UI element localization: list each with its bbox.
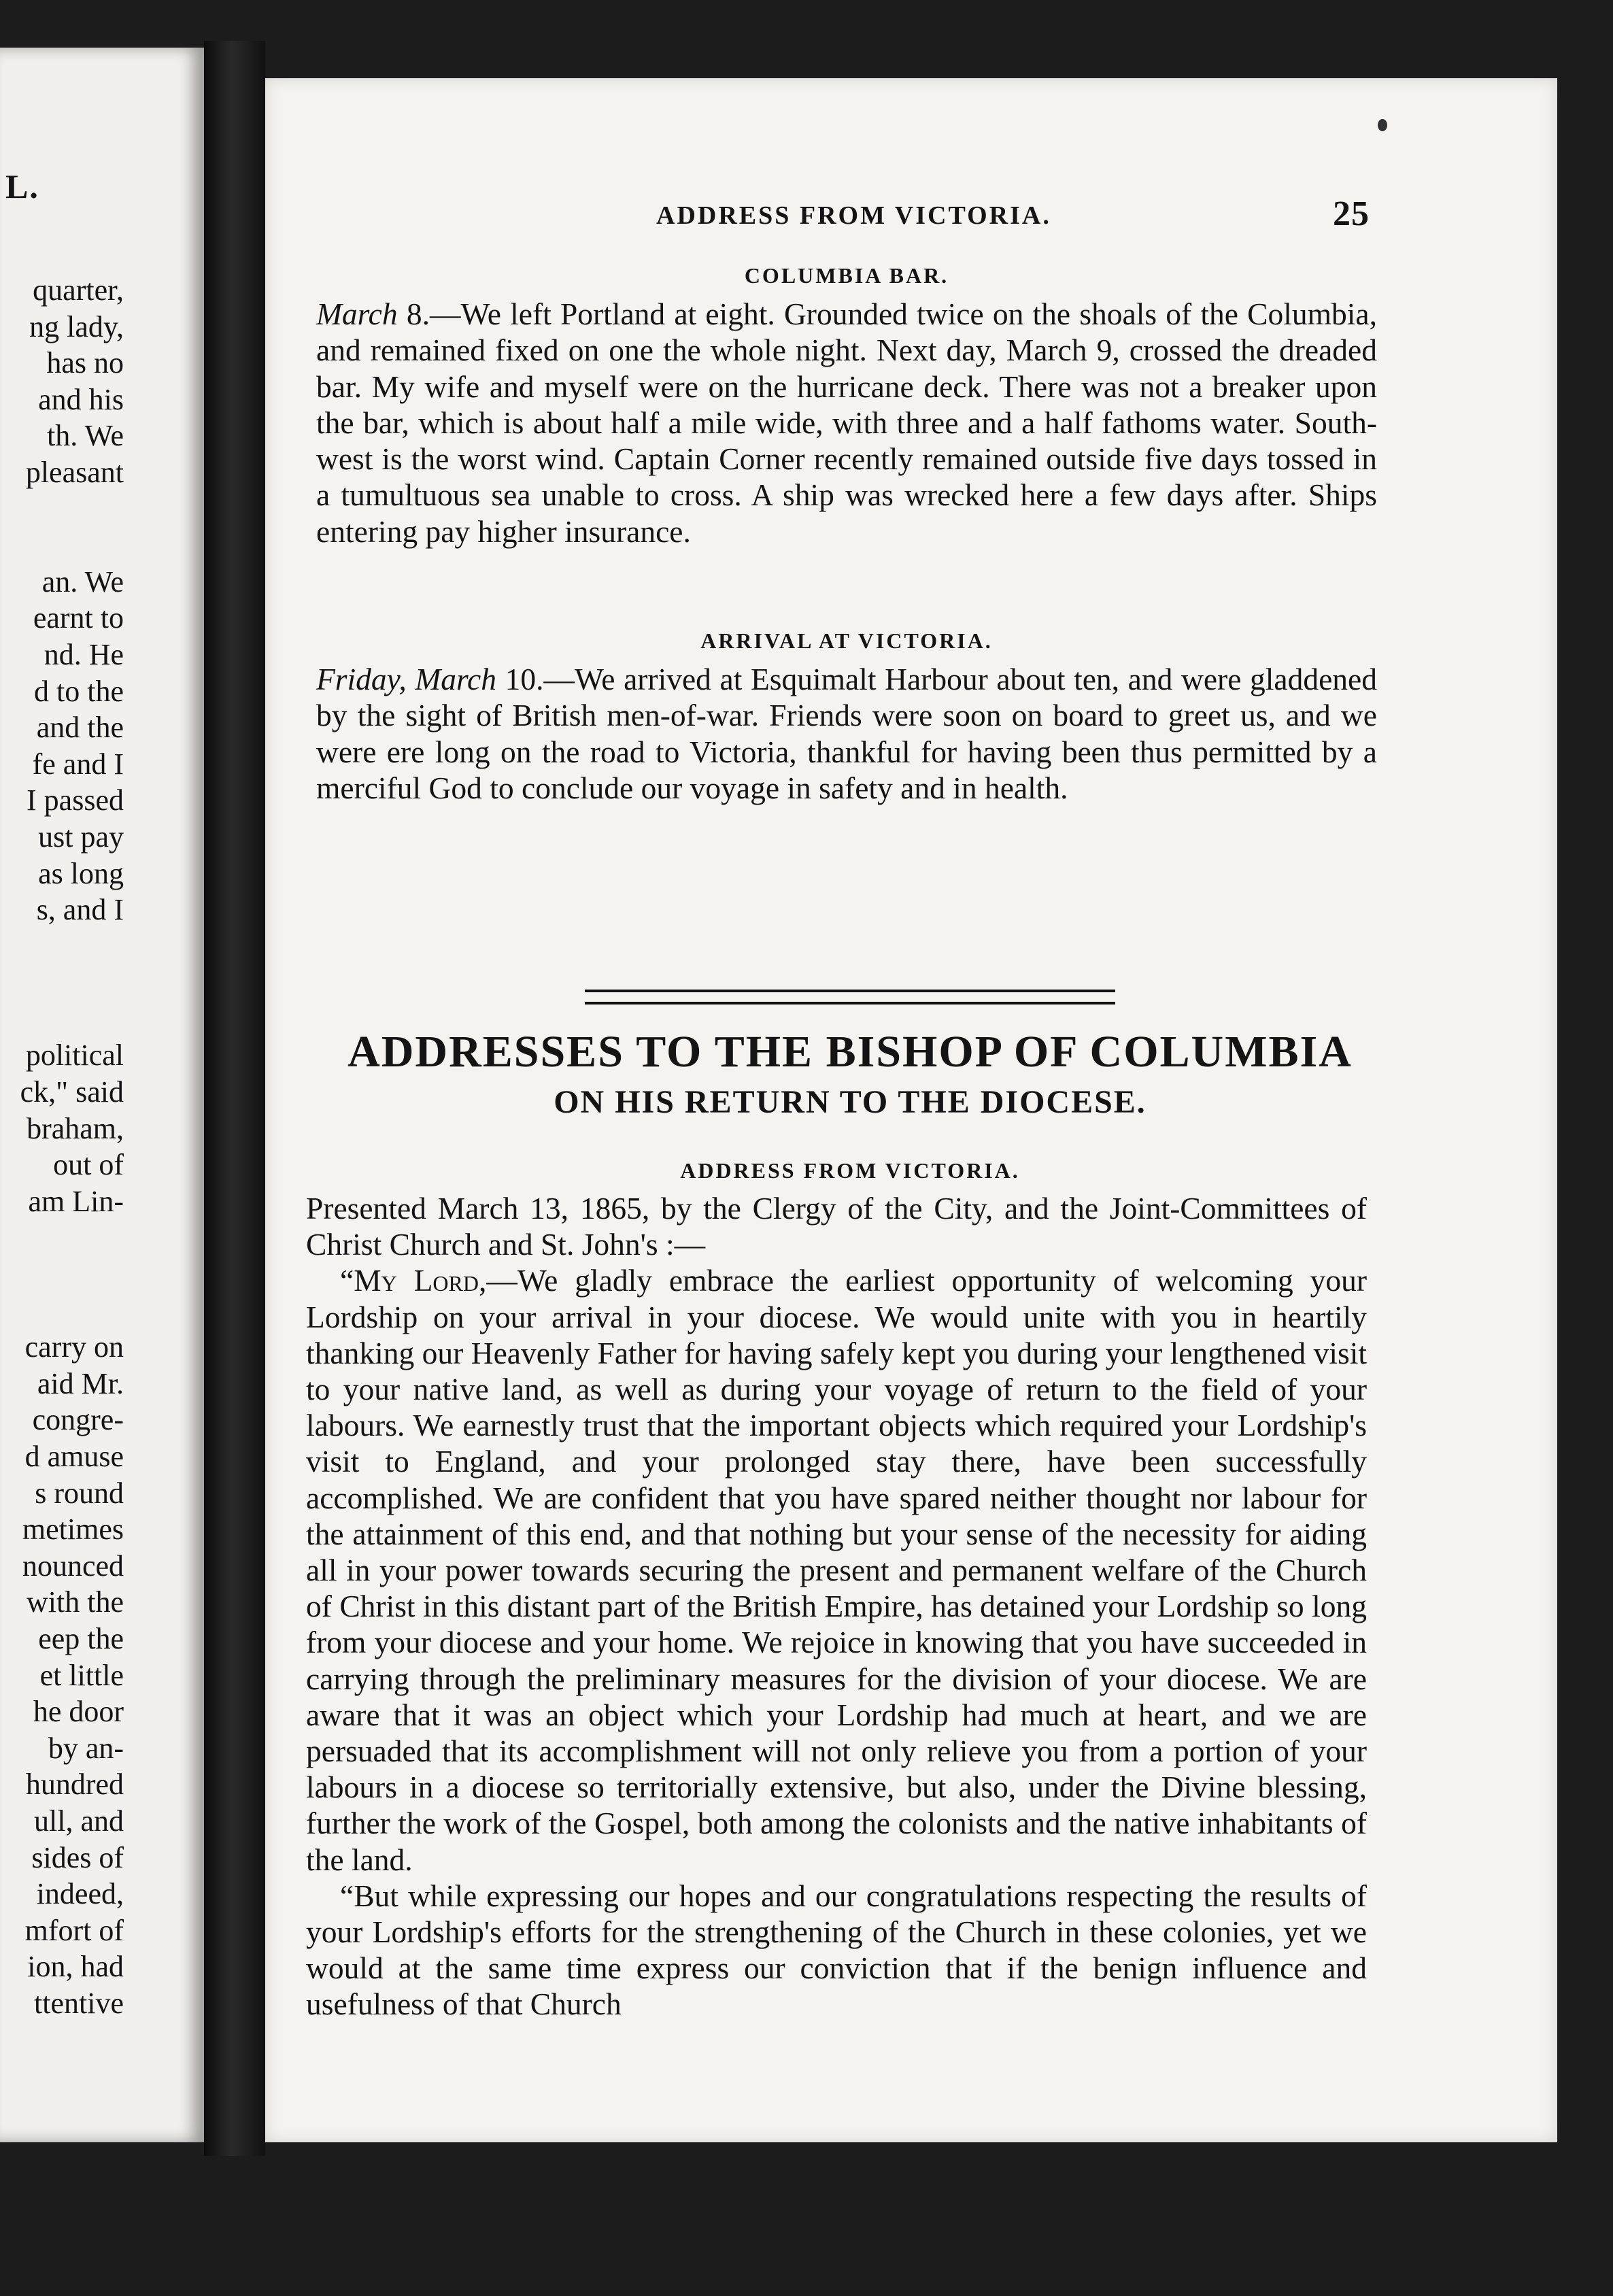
left-page-line: d amuse	[24, 1440, 124, 1473]
left-page-line: hundred	[25, 1768, 124, 1802]
left-page-line: ttentive	[34, 1986, 124, 2020]
address-paragraph-2: “But while expressing our hopes and our congratulations respecting the results of your Lordship's efforts for the strengthening of the Church in these colonies, yet we would at the same time express our conviction that if the benign influence and usefulness of that Church	[306, 1878, 1367, 2022]
left-page-line: am Lin-	[28, 1184, 124, 1218]
left-page-line: pleasant	[25, 455, 124, 489]
section-columbia-bar	[316, 260, 1377, 550]
left-page-line: d to the	[34, 674, 124, 708]
left-page-line: with the	[27, 1585, 124, 1619]
address-paragraph-1	[306, 1262, 1367, 1877]
left-page-line	[8, 928, 124, 965]
left-page-line: et little	[39, 1658, 124, 1692]
left-page-line	[8, 527, 124, 564]
section-heading: COLUMBIA BAR.	[744, 263, 949, 288]
left-page-line: fe and I	[32, 747, 124, 781]
section-paragraph	[316, 296, 1377, 550]
left-page-line: has no	[46, 346, 124, 380]
intro-paragraph: Presented March 13, 1865, by the Clergy of the City, and the Joint-Committees of Christ Church and St. John's :—	[306, 1191, 1367, 1262]
left-page-line: as long	[38, 856, 124, 890]
left-page-line: mfort of	[24, 1913, 124, 1947]
left-page-line: s round	[35, 1476, 124, 1510]
left-page-line: congre-	[32, 1403, 124, 1437]
left-page-line: nd. He	[44, 637, 124, 671]
paragraph-text: —We gladly embrace the earliest opportunity of welcoming your Lordship on your arrival in your diocese. We would unite with you in heartily thanking our Heavenly Father for having safely kept you during your lengthened visit to your native land, as well as during your voyage of return to the field of your labours. We earnestly trust that the important objects which required your Lordship's visit to England, and your prolonged stay there, have been successfully accomplished. We are confident that you have spared neither thought nor labour for the attainment of this end, and that nothing but your sense of the necessity for aiding all in your power towards securing the present and permanent welfare of the Church of Christ in this distant part of the British Empire, has detained your Lordship so long from your diocese and your home. We rejoice in knowing that you have succeeded in carrying through the preliminary measures for the division of your diocese. We are aware that it was an object which your Lordship had much at heart, and we are persuaded that its accomplishment will not only relieve you from a portion of your labours in a diocese so territorially extensive, but also, under the Divine blessing, further the work of the Gospel, both among the colonists and the native inhabitants of the land.	[306, 1263, 1367, 1877]
left-page-line	[8, 1001, 124, 1038]
left-page-line: indeed,	[36, 1877, 124, 1911]
left-page-line	[8, 1293, 124, 1330]
left-page-line: an. We	[41, 564, 124, 598]
left-page-line: I passed	[27, 783, 124, 817]
left-page-line: he door	[33, 1695, 124, 1729]
left-page-line: political	[25, 1039, 124, 1073]
date-lead: March	[316, 297, 398, 331]
date-lead: Friday, March	[316, 662, 496, 696]
main-title: ADDRESSES TO THE BISHOP OF COLUMBIA	[347, 1027, 1353, 1077]
left-page-line	[8, 964, 124, 1001]
left-page-line: earnt to	[33, 601, 124, 635]
left-page-line: s, and I	[36, 893, 124, 927]
left-page-line: aid Mr.	[37, 1366, 124, 1400]
left-page-line: ust pay	[38, 820, 124, 854]
double-rule-divider	[585, 990, 1115, 1004]
left-page-line	[8, 1219, 124, 1256]
book-gutter	[204, 41, 265, 2156]
left-running-head: L.	[5, 167, 39, 205]
left-page-line: braham,	[27, 1111, 124, 1145]
main-subtitle: ON HIS RETURN TO THE DIOCESE.	[554, 1084, 1147, 1120]
left-page-line: sides of	[31, 1840, 124, 1874]
left-page-line: out of	[53, 1148, 124, 1182]
section-arrival-victoria	[316, 626, 1377, 806]
left-page-line: ull, and	[34, 1804, 124, 1838]
left-page-line: nounced	[22, 1549, 124, 1583]
left-page-fragment	[0, 48, 204, 2142]
right-page	[265, 78, 1557, 2142]
left-page-line: eep the	[38, 1621, 124, 1655]
left-page-text	[8, 272, 124, 2022]
left-page-line: ck," said	[20, 1075, 124, 1109]
address-body	[306, 1190, 1367, 2023]
left-page-line: ng lady,	[29, 309, 124, 343]
running-head-title: ADDRESS FROM VICTORIA.	[656, 201, 1051, 230]
left-page-line: and his	[38, 382, 124, 416]
salutation: “My Lord,	[340, 1263, 487, 1298]
paragraph-text: 8.—We left Portland at eight. Grounded twice on the shoals of the Columbia, and remained fixed on one the whole night. Next day, March 9, crossed the dreaded bar. My wife and myself were on the hurricane deck. There was not a breaker upon the bar, which is about half a mile wide, with three and a half fathoms water. South-west is the worst wind. Captain Corner recently remained outside five days tossed in a tumultuous sea unable to cross. A ship was wrecked here a few days after. Ships entering pay higher insurance.	[316, 297, 1377, 549]
left-page-line: ion, had	[27, 1950, 124, 1984]
address-heading: ADDRESS FROM VICTORIA.	[680, 1158, 1020, 1183]
section-paragraph	[316, 661, 1377, 806]
page-number: 25	[1333, 195, 1370, 233]
left-page-line: th. We	[47, 419, 124, 453]
left-page-line	[8, 491, 124, 528]
left-page-line: carry on	[24, 1330, 124, 1364]
paragraph-text: 10.—We arrived at Esquimalt Harbour about ten, and were gladdened by the sight of British men-of-war. Friends were soon on board to greet us, and we were ere long on the road to Victoria, thankful for having been thus permitted by a merciful God to conclude our voyage in safety and in health.	[316, 662, 1377, 805]
left-page-line: and the	[36, 711, 124, 745]
left-page-line: by an-	[48, 1731, 124, 1765]
section-heading: ARRIVAL AT VICTORIA.	[700, 628, 993, 653]
ink-spot	[1378, 119, 1387, 131]
left-page-line: metimes	[22, 1513, 124, 1547]
left-page-line: quarter,	[33, 273, 124, 307]
left-page-line	[8, 1256, 124, 1293]
